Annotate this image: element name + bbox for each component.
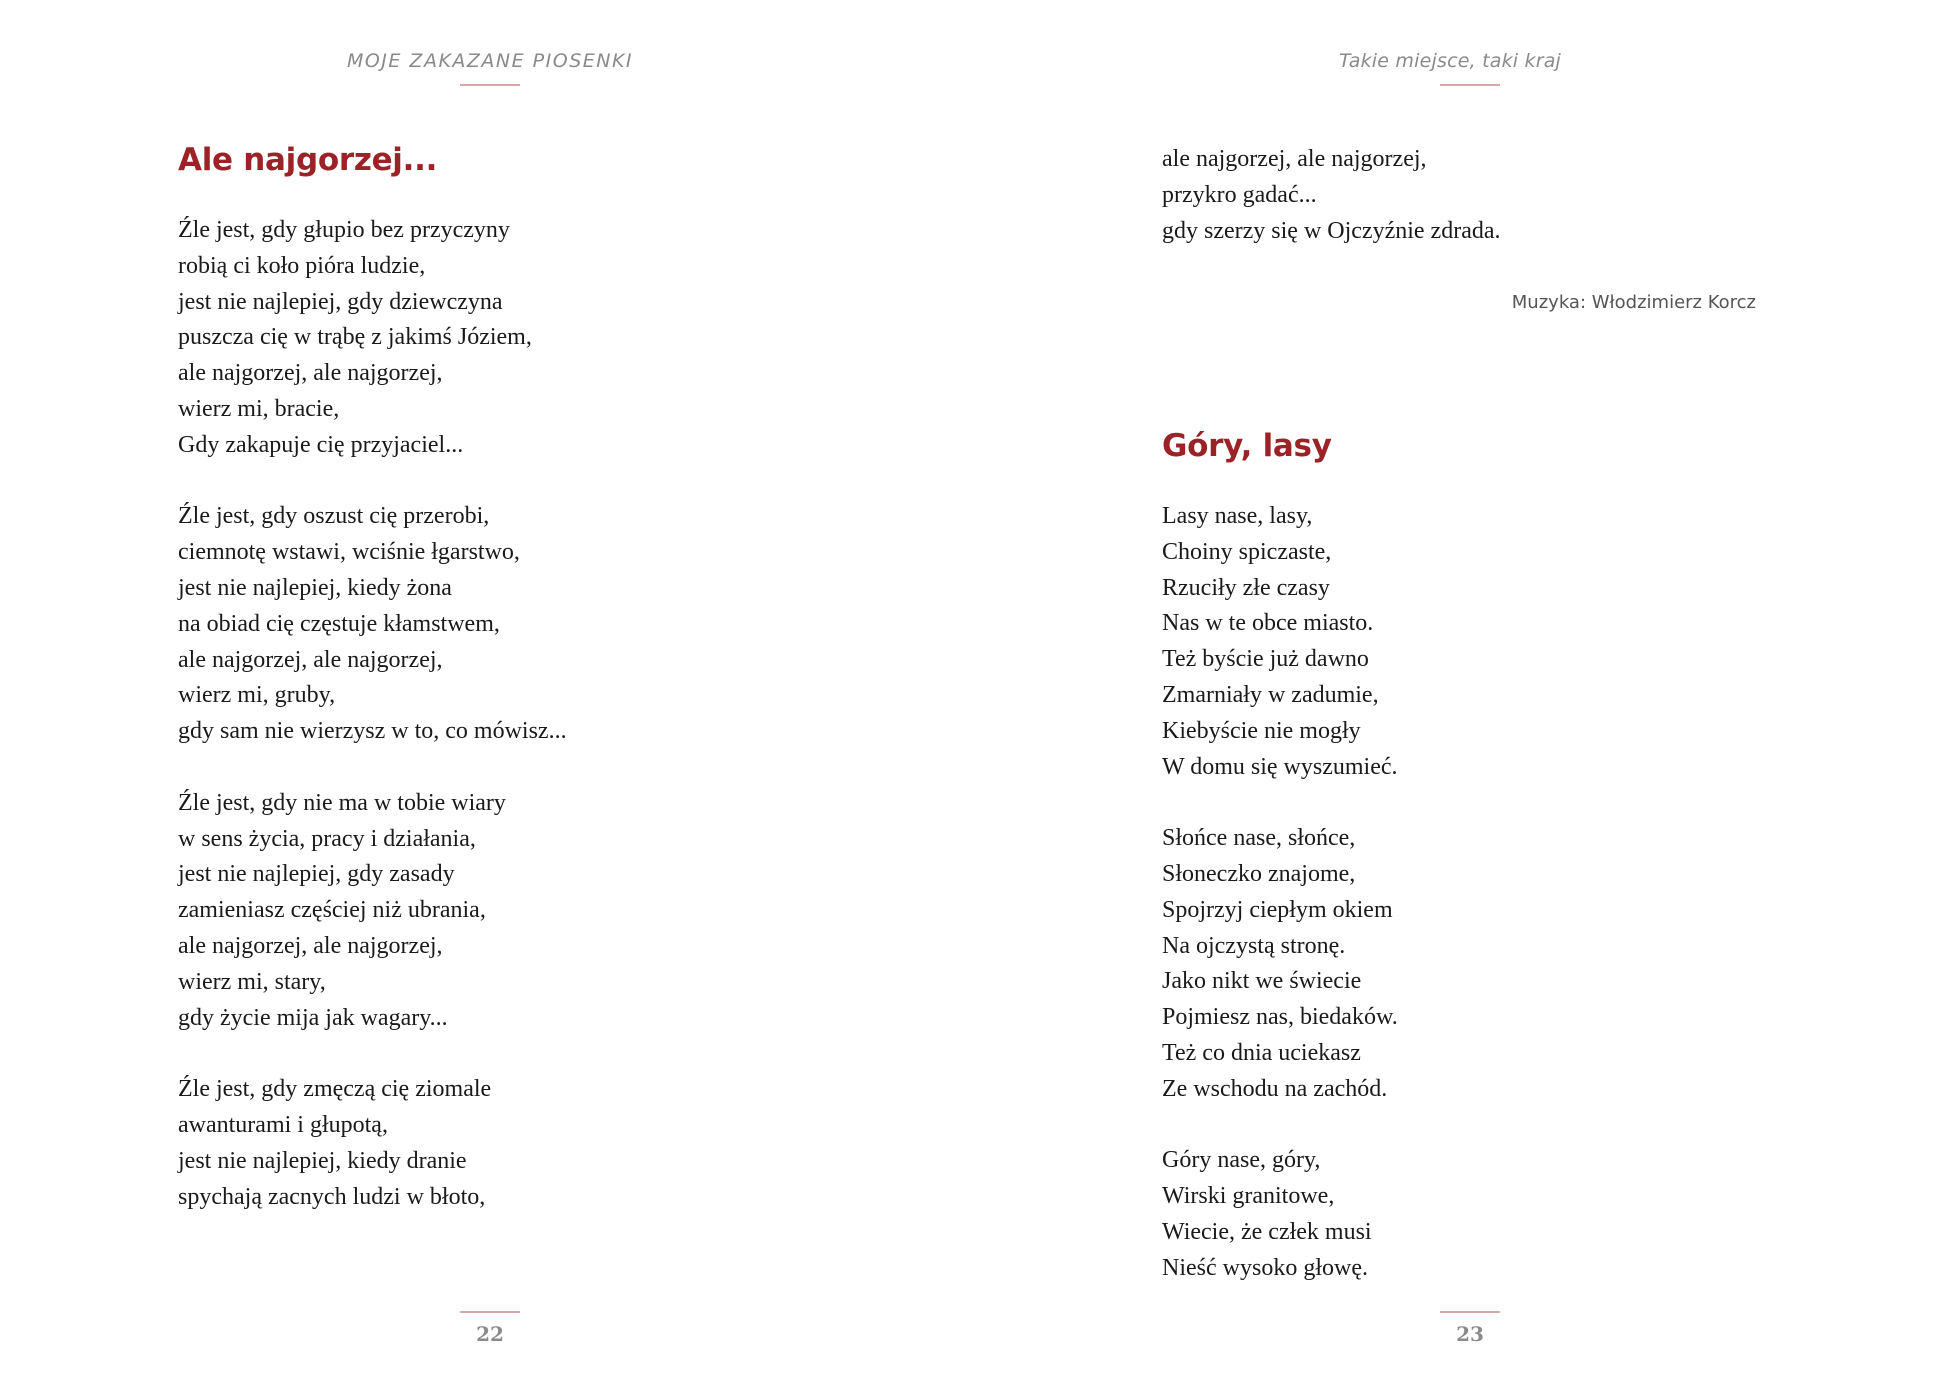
lyric-line: Rzuciły złe czasy bbox=[1162, 574, 1330, 601]
lyric-line: Wirski granitowe, bbox=[1162, 1183, 1335, 1210]
lyric-line: wierz mi, bracie, bbox=[178, 395, 340, 422]
lyric-line: Lasy nase, lasy, bbox=[1162, 503, 1313, 529]
lyric-line: robią ci koło pióra ludzie, bbox=[178, 252, 426, 279]
header-divider-right bbox=[1440, 84, 1500, 86]
right-page bbox=[975, 0, 1949, 1388]
lyric-line: Na ojczystą stronę. bbox=[1162, 932, 1346, 959]
lyric-line: wierz mi, gruby, bbox=[178, 682, 336, 709]
lyric-line: Choiny spiczaste, bbox=[1162, 538, 1332, 565]
lyric-line: Słoneczko znajome, bbox=[1162, 860, 1356, 887]
lyric-line: Gdy zakapuje cię przyjaciel... bbox=[178, 431, 464, 458]
lyric-line: Źle jest, gdy głupio bez przyczyny bbox=[178, 217, 510, 243]
lyric-line: gdy życie mija jak wagary... bbox=[178, 1004, 448, 1031]
music-credit: Muzyka: Włodzimierz Korcz bbox=[1511, 292, 1756, 313]
lyric-line: W domu się wyszumieć. bbox=[1162, 753, 1398, 780]
lyric-line: jest nie najlepiej, kiedy żona bbox=[178, 574, 452, 601]
stanza-gap bbox=[1162, 1108, 1398, 1144]
song-title-ale-najgorzej: Ale najgorzej... bbox=[178, 142, 438, 178]
lyric-line: wierz mi, stary, bbox=[178, 968, 326, 995]
page-number-right: 23 bbox=[1456, 1322, 1484, 1346]
lyric-line: Też co dnia uciekasz bbox=[1162, 1039, 1361, 1066]
stanza bbox=[178, 1072, 567, 1215]
running-head-left: MOJE ZAKAZANE PIOSENKI bbox=[346, 50, 634, 72]
lyric-line: Pojmiesz nas, biedaków. bbox=[1162, 1004, 1398, 1031]
lyric-line: jest nie najlepiej, gdy zasady bbox=[178, 861, 455, 888]
stanza-gap bbox=[178, 464, 567, 500]
lyric-line: na obiad cię częstuje kłamstwem, bbox=[178, 610, 500, 637]
lyric-line: Zmarniały w zadumie, bbox=[1162, 681, 1379, 708]
song-continuation bbox=[1162, 142, 1501, 249]
song-title-gory-lasy: Góry, lasy bbox=[1162, 428, 1332, 464]
lyric-line: przykro gadać... bbox=[1162, 181, 1317, 208]
lyric-line: Nieść wysoko głowę. bbox=[1162, 1254, 1368, 1281]
lyric-line: ale najgorzej, ale najgorzej, bbox=[1162, 146, 1427, 172]
song-lyrics-right bbox=[1162, 499, 1398, 1287]
stanza bbox=[178, 213, 567, 464]
lyric-line: Źle jest, gdy nie ma w tobie wiary bbox=[178, 789, 506, 816]
lyric-line: ale najgorzej, ale najgorzej, bbox=[178, 360, 443, 387]
lyric-line: zamieniasz częściej niż ubrania, bbox=[178, 897, 486, 924]
header-divider-left bbox=[460, 84, 520, 86]
lyric-line: Jako nikt we świecie bbox=[1162, 968, 1362, 995]
lyric-line: puszcza cię w trąbę z jakimś Józiem, bbox=[178, 324, 532, 351]
stanza bbox=[178, 499, 567, 750]
lyric-line: Ze wschodu na zachód. bbox=[1162, 1075, 1388, 1102]
stanza bbox=[1162, 821, 1398, 1107]
running-head-right: Takie miejsce, taki kraj bbox=[1338, 50, 1562, 72]
lyric-line: Wiecie, że człek musi bbox=[1162, 1218, 1372, 1245]
lyric-line: ciemnotę wstawi, wciśnie łgarstwo, bbox=[178, 539, 520, 566]
lyric-line: jest nie najlepiej, gdy dziewczyna bbox=[178, 288, 503, 315]
lyric-line: jest nie najlepiej, kiedy dranie bbox=[178, 1147, 467, 1174]
stanza-gap bbox=[178, 750, 567, 786]
stanza bbox=[178, 786, 567, 1037]
lyric-line: Źle jest, gdy oszust cię przerobi, bbox=[178, 503, 490, 530]
stanza bbox=[1162, 499, 1398, 785]
stanza-gap bbox=[178, 1036, 567, 1072]
stanza bbox=[1162, 1143, 1398, 1286]
lyric-line: gdy szerzy się w Ojczyźnie zdrada. bbox=[1162, 217, 1501, 244]
stanza-gap bbox=[1162, 785, 1398, 821]
page-number-left: 22 bbox=[476, 1322, 504, 1346]
lyric-line: awanturami i głupotą, bbox=[178, 1111, 388, 1138]
lyric-line: w sens życia, pracy i działania, bbox=[178, 825, 476, 852]
lyric-line: ale najgorzej, ale najgorzej, bbox=[178, 932, 443, 959]
lyric-line: Spojrzyj ciepłym okiem bbox=[1162, 896, 1393, 923]
lyric-line: spychają zacnych ludzi w błoto, bbox=[178, 1183, 486, 1210]
song-lyrics-left bbox=[178, 213, 567, 1215]
lyric-line: Źle jest, gdy zmęczą cię ziomale bbox=[178, 1076, 492, 1103]
lyric-line: Nas w te obce miasto. bbox=[1162, 610, 1374, 637]
lyric-line: Słońce nase, słońce, bbox=[1162, 825, 1356, 852]
lyric-line: Góry nase, góry, bbox=[1162, 1147, 1321, 1174]
lyric-line: ale najgorzej, ale najgorzej, bbox=[178, 646, 443, 673]
lyric-line: Też byście już dawno bbox=[1162, 646, 1369, 673]
lyric-line: Kiebyście nie mogły bbox=[1162, 717, 1361, 744]
footer-divider-left bbox=[460, 1311, 520, 1313]
lyric-line: gdy sam nie wierzysz w to, co mówisz... bbox=[178, 718, 567, 745]
footer-divider-right bbox=[1440, 1311, 1500, 1313]
